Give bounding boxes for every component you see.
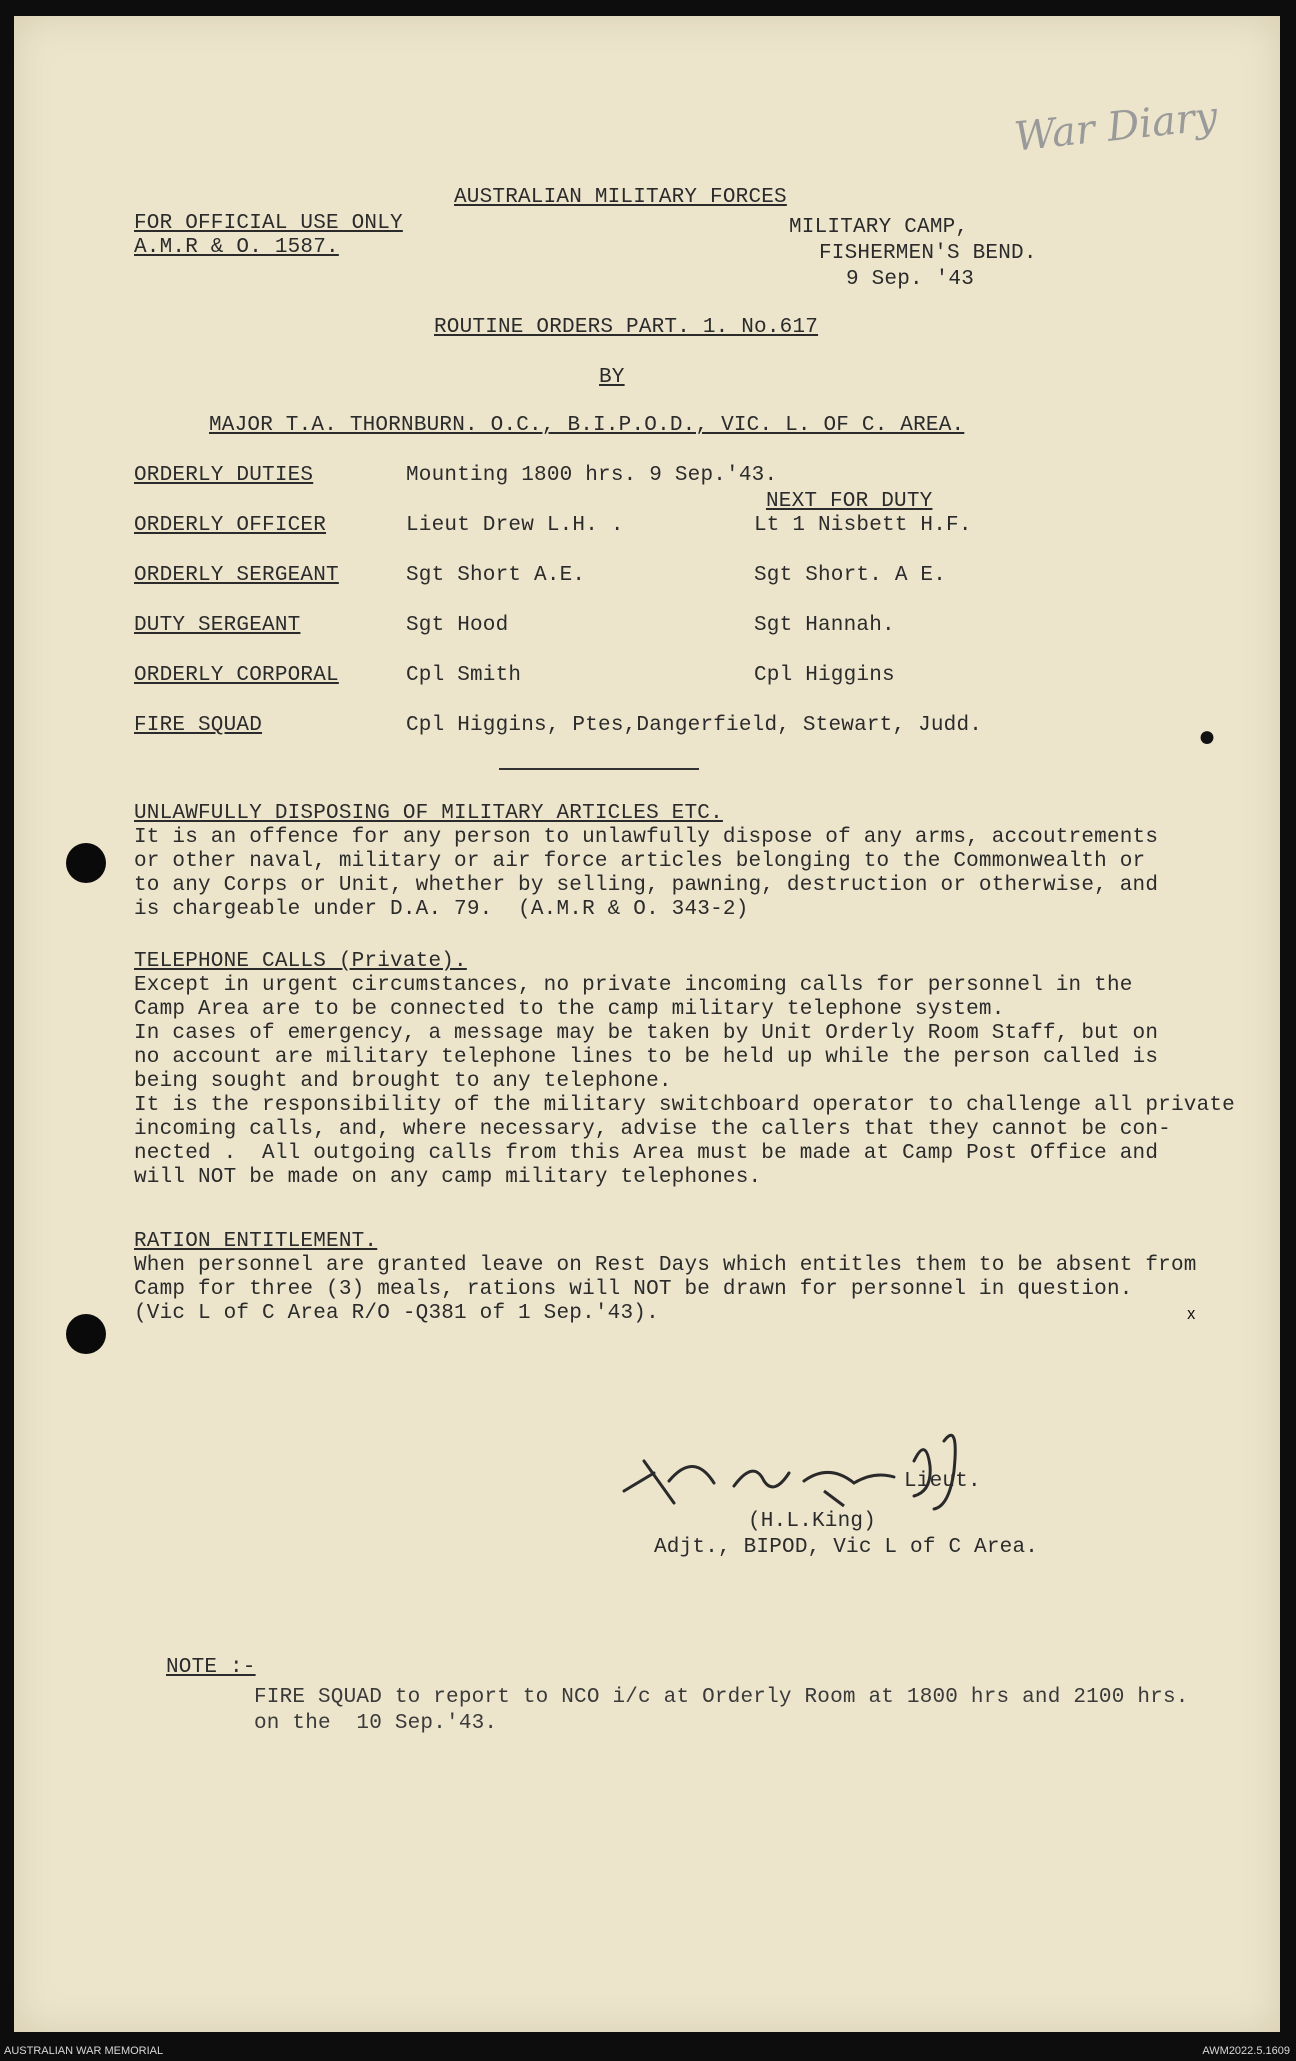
mounting-time: Mounting 1800 hrs. 9 Sep.'43.	[406, 464, 778, 487]
section-heading: RATION ENTITLEMENT.	[134, 1230, 378, 1253]
duty-next: Lt 1 Nisbett H.F.	[754, 514, 972, 537]
section-line: Camp for three (3) meals, rations will NOT be drawn for personnel in question.	[134, 1278, 1133, 1301]
location-line-1: MILITARY CAMP,	[789, 216, 969, 239]
section-line: no account are military telephone lines to be held up while the person called is	[134, 1046, 1159, 1069]
duty-role: ORDERLY OFFICER	[134, 514, 327, 537]
section-divider	[499, 768, 699, 770]
section-line: It is the responsibility of the military switchboard operator to challenge all private	[134, 1094, 1235, 1117]
handwritten-signature	[614, 1411, 1034, 1521]
signature-rank: Lieut.	[904, 1470, 981, 1493]
ink-blot-mark: ●	[1198, 722, 1217, 756]
next-for-duty-label: NEXT FOR DUTY	[766, 490, 933, 513]
duty-current: Sgt Hood	[406, 614, 509, 637]
section-line: is chargeable under D.A. 79. (A.M.R & O. 343-2)	[134, 898, 749, 921]
section-line: (Vic L of C Area R/O -Q381 of 1 Sep.'43).	[134, 1302, 659, 1325]
ink-mark: ˣ	[1184, 1306, 1199, 1333]
section-heading: TELEPHONE CALLS (Private).	[134, 950, 467, 973]
section-line: nected . All outgoing calls from this Area must be made at Camp Post Office and	[134, 1142, 1159, 1165]
archive-credit: AUSTRALIAN WAR MEMORIAL	[4, 2045, 164, 2057]
duty-current: Cpl Higgins, Ptes,Dangerfield, Stewart, Judd.	[406, 714, 983, 737]
duty-next: Cpl Higgins	[754, 664, 895, 687]
duty-next: Sgt Short. A E.	[754, 564, 947, 587]
section-ration-entitlement	[134, 1230, 1197, 1326]
document-page	[14, 16, 1280, 2032]
section-heading: UNLAWFULLY DISPOSING OF MILITARY ARTICLES ETC.	[134, 802, 723, 825]
location-line-2: FISHERMEN'S BEND.	[819, 242, 1037, 265]
note-label: NOTE :-	[166, 1656, 256, 1679]
section-line: or other naval, military or air force articles belonging to the Commonwealth or	[134, 850, 1146, 873]
section-telephone-calls	[134, 950, 1235, 1190]
duty-role: FIRE SQUAD	[134, 714, 263, 737]
orders-title: ROUTINE ORDERS PART. 1. No.617	[434, 316, 819, 339]
duties-label: ORDERLY DUTIES	[134, 464, 314, 487]
duty-current: Lieut Drew L.H. .	[406, 514, 624, 537]
orders-by: BY	[599, 366, 625, 389]
section-line: It is an offence for any person to unlawfully dispose of any arms, accoutrements	[134, 826, 1159, 849]
duty-next: Sgt Hannah.	[754, 614, 895, 637]
section-line: When personnel are granted leave on Rest Days which entitles them to be absent from	[134, 1254, 1197, 1277]
section-line: Except in urgent circumstances, no private incoming calls for personnel in the	[134, 974, 1133, 997]
punch-hole	[66, 843, 106, 883]
section-line: being sought and brought to any telephone.	[134, 1070, 672, 1093]
security-marking: FOR OFFICIAL USE ONLY	[134, 212, 403, 235]
section-line: to any Corps or Unit, whether by selling, pawning, destruction or otherwise, and	[134, 874, 1159, 897]
duty-role: ORDERLY CORPORAL	[134, 664, 339, 687]
signatory-name: (H.L.King)	[748, 1510, 877, 1533]
regulation-reference: A.M.R & O. 1587.	[134, 236, 339, 259]
header-title: AUSTRALIAN MILITARY FORCES	[454, 186, 787, 209]
section-unlawful-disposal	[134, 802, 1158, 922]
duty-role: DUTY SERGEANT	[134, 614, 301, 637]
section-line: In cases of emergency, a message may be taken by Unit Orderly Room Staff, but on	[134, 1022, 1159, 1045]
duty-current: Sgt Short A.E.	[406, 564, 586, 587]
pencil-annotation: War Diary	[1012, 93, 1220, 161]
note-line-1: FIRE SQUAD to report to NCO i/c at Orderly Room at 1800 hrs and 2100 hrs.	[254, 1686, 1189, 1709]
document-date: 9 Sep. '43	[846, 268, 975, 291]
duty-role: ORDERLY SERGEANT	[134, 564, 339, 587]
issuing-officer: MAJOR T.A. THORNBURN. O.C., B.I.P.O.D., VIC. L. OF C. AREA.	[209, 414, 965, 437]
section-line: will NOT be made on any camp military telephones.	[134, 1166, 762, 1189]
section-line: incoming calls, and, where necessary, advise the callers that they cannot be con-	[134, 1118, 1171, 1141]
duty-current: Cpl Smith	[406, 664, 522, 687]
signatory-appointment: Adjt., BIPOD, Vic L of C Area.	[654, 1536, 1039, 1559]
note-line-2: on the 10 Sep.'43.	[254, 1712, 498, 1735]
section-line: Camp Area are to be connected to the camp military telephone system.	[134, 998, 1005, 1021]
archive-reference: AWM2022.5.1609	[1202, 2045, 1290, 2057]
punch-hole	[66, 1314, 106, 1354]
